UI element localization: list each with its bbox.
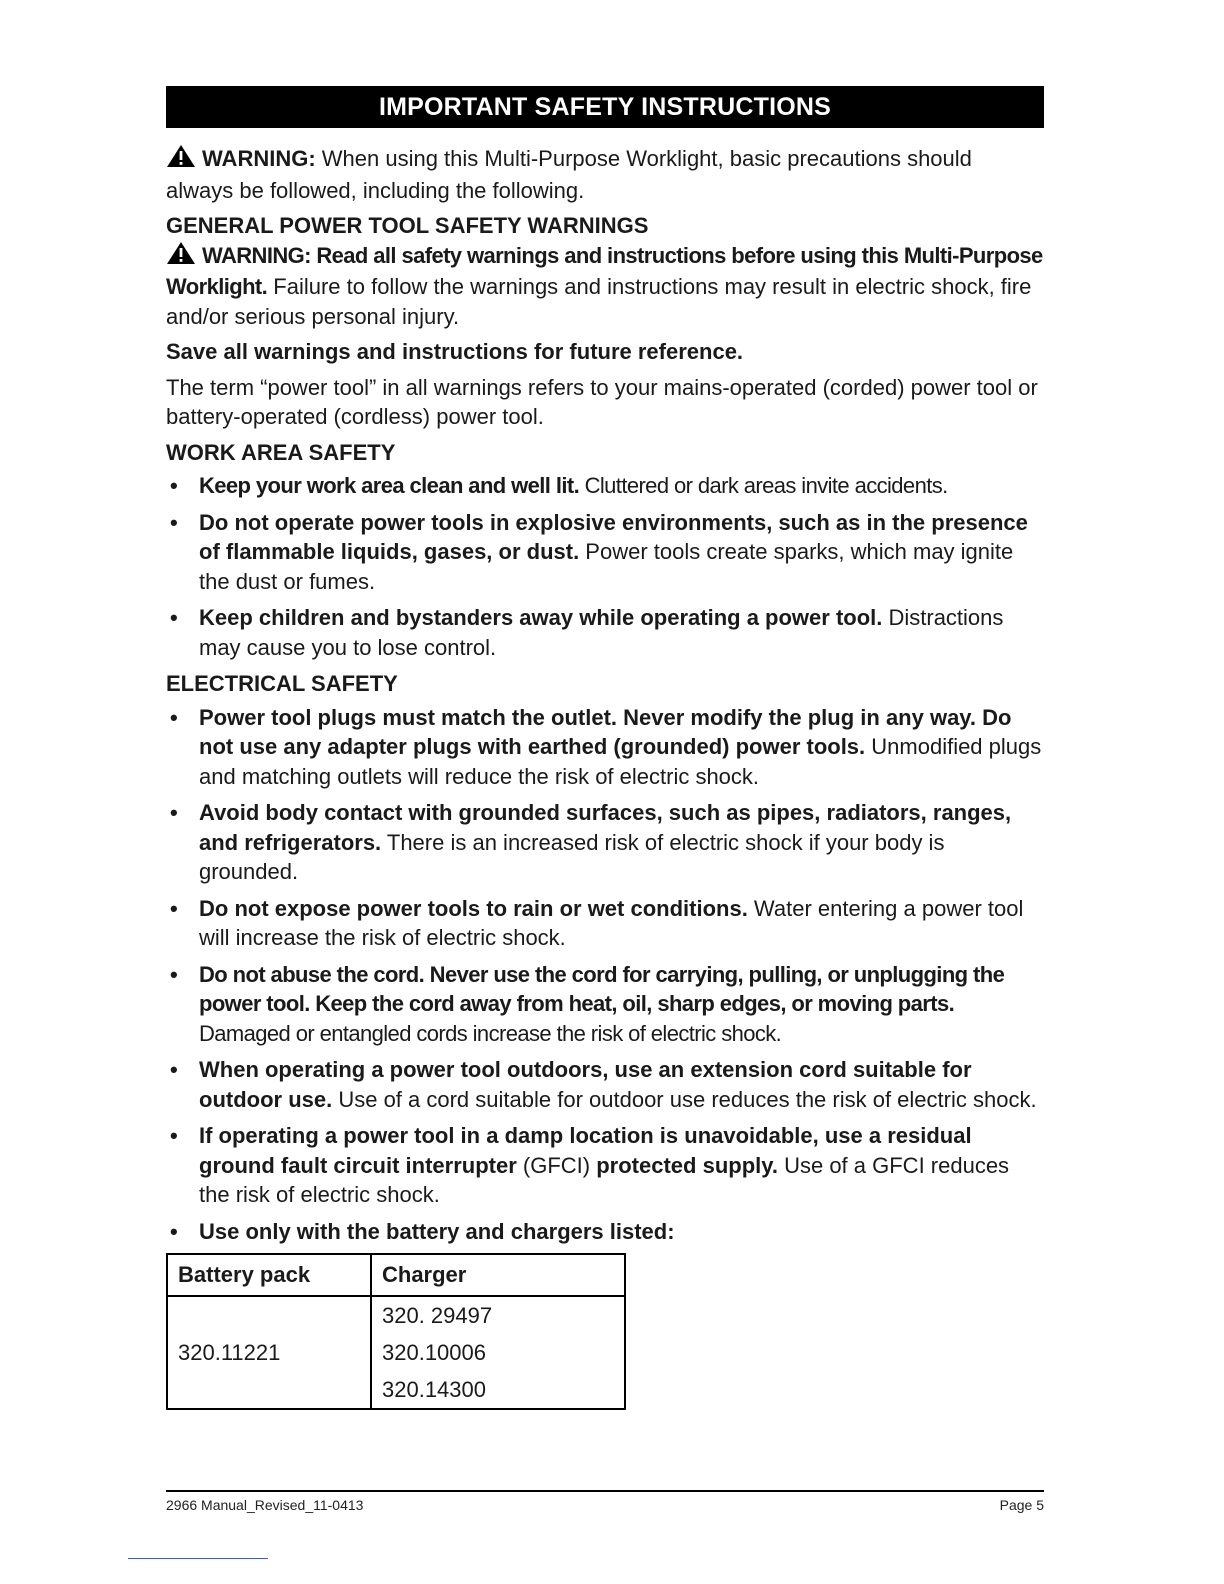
list-item: • Power tool plugs must match the outlet. Never modify the plug in any way. Do not use any adapter plugs with earthed (grounded) power tools. Unmodified plugs and matching outlets will reduce the risk of electric shock. (170, 704, 1042, 789)
battery-charger-table (166, 1253, 626, 1410)
list-item: • Keep your work area clean and well lit. Cluttered or dark areas invite accidents. (170, 473, 948, 498)
electrical-list (166, 703, 1044, 1247)
list-item: • Keep children and bystanders away while operating a power tool. Distractions may cause you to lose control. (170, 605, 1004, 660)
list-item: • Use only with the battery and chargers listed: (170, 1218, 675, 1244)
footer-document-id: 2966 Manual_Revised_11-0413 (166, 1497, 364, 1513)
electrical-heading: ELECTRICAL SAFETY (166, 671, 398, 696)
intro-warning (166, 144, 1044, 205)
list-item: • Do not expose power tools to rain or wet conditions. Water entering a power tool will increase the risk of electric shock. (170, 895, 1024, 950)
work-area-list (166, 471, 1044, 662)
charger-cell (371, 1296, 625, 1409)
column-header-battery: Battery pack (167, 1254, 371, 1296)
charger-model: 320. 29497 (382, 1303, 493, 1328)
column-header-charger: Charger (371, 1254, 625, 1296)
list-item: • When operating a power tool outdoors, use an extension cord suitable for outdoor use. Use of a cord suitable for outdoor use reduces the risk of electric shock. (170, 1057, 1037, 1112)
table-header-row (167, 1254, 625, 1296)
general-warning-bold: WARNING: Read all safety warnings and instructions before using this Multi-Purpose Worklight. (166, 242, 1043, 299)
page-footer (166, 1490, 1044, 1513)
warning-text: When using this Multi-Purpose Worklight, basic precautions should always be followed, including the following. (166, 146, 972, 203)
work-area-heading: WORK AREA SAFETY (166, 439, 396, 465)
warning-label: WARNING: (202, 146, 316, 171)
list-item: • Do not operate power tools in explosive environments, such as in the presence of flammable liquids, gases, or dust. Power tools create sparks, which may ignite the dust or fumes. (170, 509, 1028, 594)
general-heading: GENERAL POWER TOOL SAFETY WARNINGS (166, 213, 649, 238)
charger-model: 320.10006 (382, 1340, 486, 1365)
list-item: • Do not abuse the cord. Never use the cord for carrying, pulling, or unplugging the power tool. Keep the cord away from heat, oil, sharp edges, or moving parts. Damaged or entangled cords increase the risk of electric shock. (170, 961, 1005, 1046)
footer-page-number: Page 5 (999, 1497, 1044, 1513)
general-warning (166, 241, 1044, 332)
warning-triangle-icon (166, 241, 196, 273)
warning-triangle-icon (166, 144, 196, 176)
general-warning-text: Failure to follow the warnings and instructions may result in electric shock, fire and/or serious personal injury. (166, 274, 1032, 329)
battery-pack-cell: 320.11221 (167, 1296, 371, 1409)
save-instructions: Save all warnings and instructions for future reference. (166, 339, 744, 364)
table-row (167, 1296, 625, 1409)
list-item: • Avoid body contact with grounded surfaces, such as pipes, radiators, ranges, and refrigerators. There is an increased risk of electric shock if your body is grounded. (170, 800, 1012, 884)
charger-model: 320.14300 (382, 1377, 486, 1402)
bottom-rule-divider (128, 1558, 268, 1559)
list-item: • If operating a power tool in a damp location is unavoidable, use a residual ground fault circuit interrupter (GFCI) protected supply. Use of a GFCI reduces the risk of electric shock. (170, 1123, 1010, 1207)
power-tool-definition: The term “power tool” in all warnings refers to your mains-operated (corded) power tool or battery-operated (cordless) power tool. (166, 374, 1038, 429)
section-banner: IMPORTANT SAFETY INSTRUCTIONS (166, 86, 1044, 128)
manual-page (166, 86, 1044, 1410)
